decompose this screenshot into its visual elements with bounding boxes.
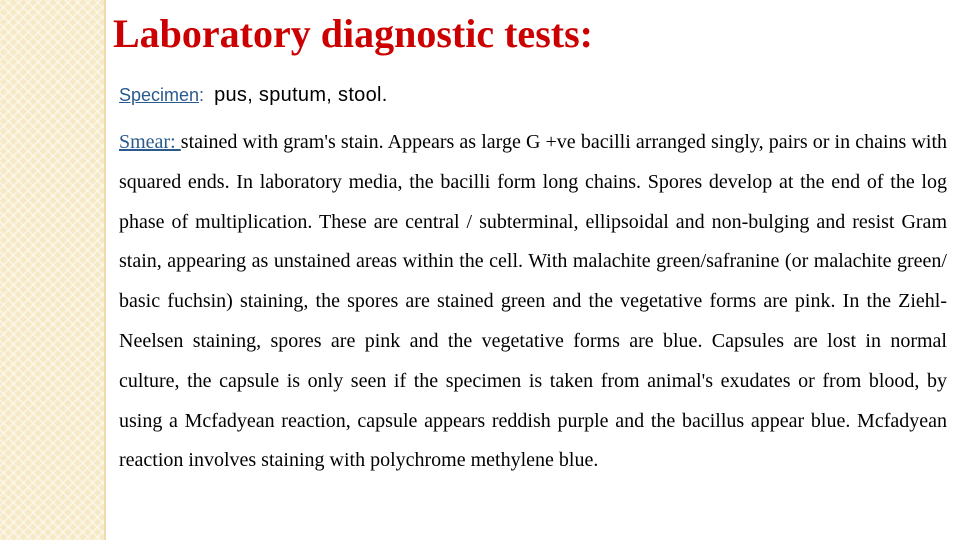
specimen-line (119, 83, 388, 107)
specimen-label: Specimen (119, 85, 200, 105)
decorative-side-strip (0, 0, 106, 540)
smear-label: Smear: (119, 131, 181, 153)
smear-text: stained with gram's stain. Appears as large G +ve bacilli arranged singly, pairs or in chains with squared ends. In laboratory media, the bacilli form long chains. Spores develop at the end of the log phase of multiplication. These are central / subterminal, ellipsoidal and non-bulging and resist Gram stain, appearing as unstained areas within the cell. With malachite green/safranine (or malachite green/ basic fuchsin) staining, the spores are stained green and the vegetative forms are pink. In the Ziehl-Neelsen staining, spores are pink and the vegetative forms are blue. Capsules are lost in normal culture, the capsule is only seen if the specimen is taken from animal's exudates or from blood, by using a Mcfadyean reaction, capsule appears reddish purple and the bacillus appear blue. Mcfadyean reaction involves staining with polychrome methylene blue. (119, 131, 947, 472)
smear-paragraph (119, 123, 947, 481)
specimen-value: pus, sputum, stool. (214, 84, 388, 106)
specimen-separator: : (199, 85, 205, 105)
slide-title: Laboratory diagnostic tests: (113, 11, 593, 56)
